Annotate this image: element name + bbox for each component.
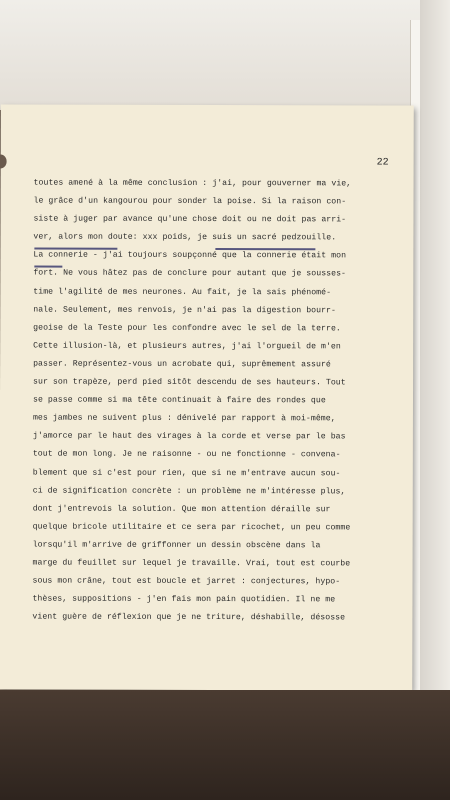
table-background-bottom [0,690,450,800]
page-number: 22 [376,157,389,169]
text-line: le grâce d'un kangourou pour sonder la poise. Si la raison con- [33,196,347,207]
text-line: ci de signification concrète : un problème ne m'intéresse plus, [32,486,346,496]
text-line: Cette illusion-là, et plusieurs autres, j'ai l'orgueil de m'en [33,341,341,352]
strike-mark [215,248,315,250]
page-text [32,175,411,628]
text-line: sous mon crâne, tout est boucle et jarret : conjectures, hypo- [32,576,341,587]
strike-mark [34,266,62,268]
text-line: thèses, suppositions - j'en fais mon pain quotidien. Il ne me [32,594,336,605]
text-line: quelque bricole utilitaire et ce sera par ricochet, un peu comme [32,522,351,533]
text-line: blement que si c'est pour rien, que si ne m'entrave aucun sou- [32,468,341,478]
text-line: lorsqu'il m'arrive de griffonner un dessin obscène dans la [32,540,321,551]
text-line: sur son trapèze, perd pied sitôt descendu de ses hauteurs. Tout [33,377,346,388]
background-wall [420,0,450,800]
text-line: time l'agilité de mes neurones. Au fait, je la sais phénomé- [33,287,332,297]
text-line: siste à juger par avance qu'une chose doit ou ne doit pas arri- [33,214,347,225]
text-line: toutes amené à la même conclusion : j'ai, pour gouverner ma vie, [33,178,352,189]
text-line: passer. Représentez-vous un acrobate qui, suprêmement assuré [33,359,331,370]
text-line: dont j'entrevois la solution. Que mon attention déraille sur [32,504,331,515]
text-line: mes jambes ne suivent plus : dénivelé par rapport à moi-même, [32,413,336,424]
typewritten-page [0,104,414,690]
text-line: fort. Ne vous hâtez pas de conclure pour autant que je sousses- [33,269,347,279]
text-line: La connerie - j'ai toujours soupçonné que la connerie était mon [33,250,347,261]
strike-mark [34,248,117,250]
text-line: geoise de la Teste pour les confondre avec le sel de la terre. [33,323,341,334]
text-line: ver, alors mon doute: xxx poids, je suis un sacré pedzouille. [33,232,337,243]
text-line: se passe comme si ma tête continuait à faire des rondes que [32,395,326,406]
text-line: marge du feuillet sur lequel je travaille. Vrai, tout est courbe [32,558,351,569]
text-line: nale. Seulement, mes renvois, je n'ai pas la digestion bourr- [33,305,337,315]
text-line: vient guère de réflexion que je ne triture, déshabille, désosse [32,612,346,623]
text-line: tout de mon long. Je ne raisonne - ou ne fonctionne - convena- [32,449,341,460]
punch-hole [0,154,7,168]
text-line: j'amorce par le haut des virages à la corde et verse par le bas [32,431,346,442]
table-background-top [0,0,450,110]
